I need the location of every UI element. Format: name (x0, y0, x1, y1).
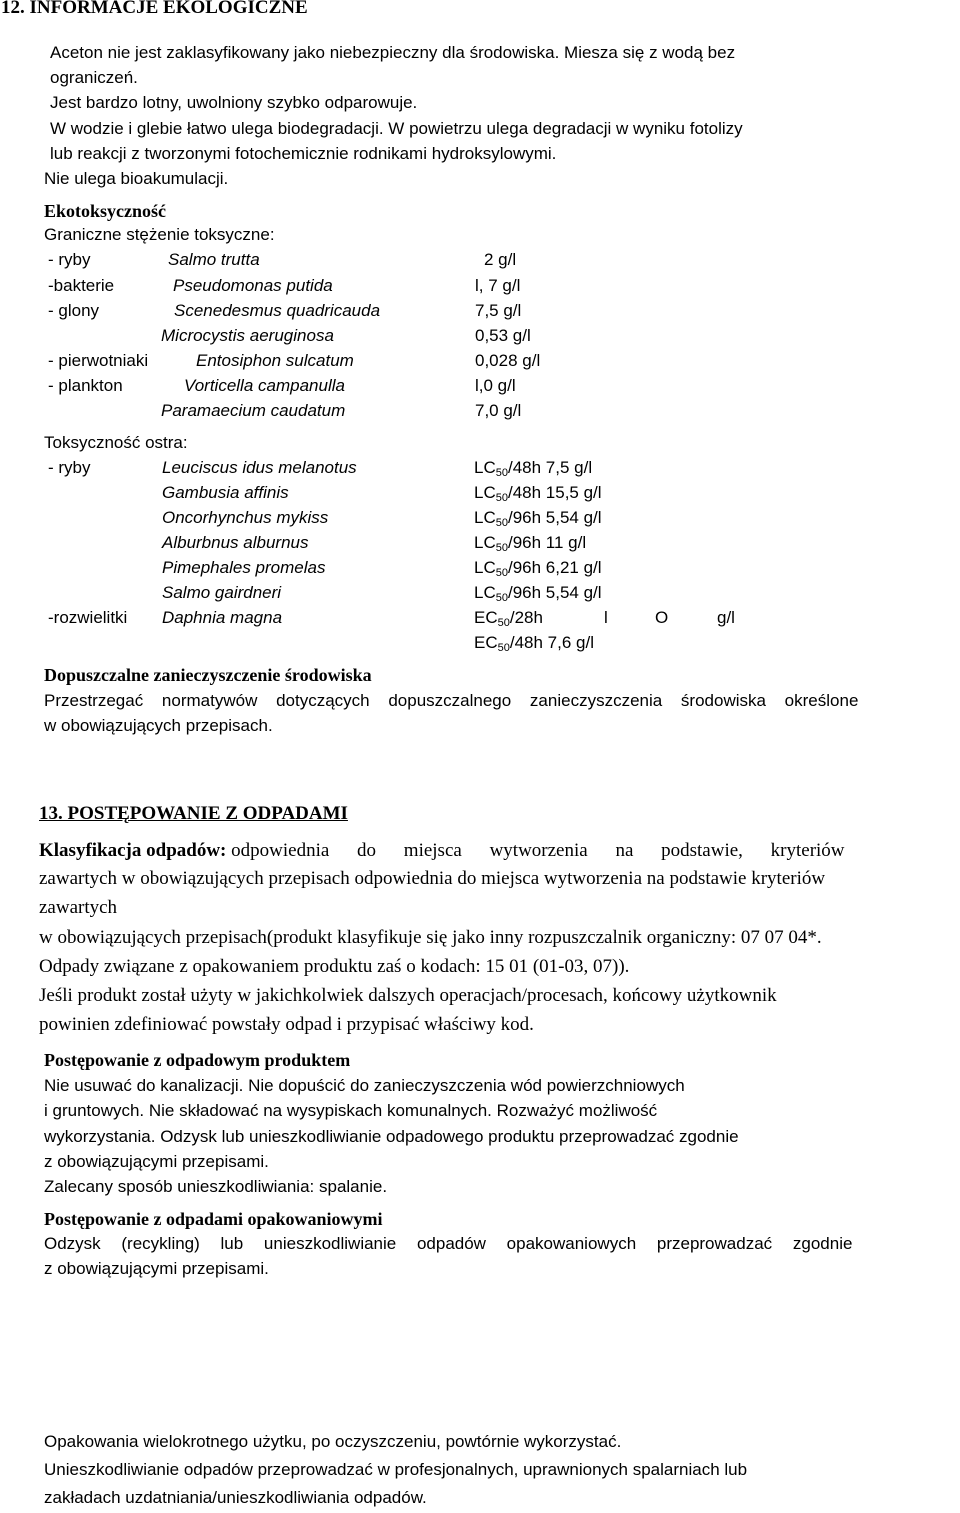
limit-group: - pierwotniaki (48, 351, 149, 370)
product-line: Nie usuwać do kanalizacji. Nie dopuścić do zanieczyszczenia wód powierzchniowych (44, 1076, 685, 1095)
limit-species: Vorticella campanulla (184, 376, 345, 395)
acute-species: Gambusia affinis (162, 483, 289, 502)
limit-species: Scenedesmus quadricauda (174, 301, 381, 320)
footer-line: zakładach uzdatniania/unieszkodliwiania odpadów. (44, 1488, 427, 1507)
limit-value: l,0 g/l (475, 376, 516, 395)
footer-line: Opakowania wielokrotnego użytku, po oczyszczeniu, powtórnie wykorzystać. (44, 1432, 622, 1451)
section-13-title: 13. POSTĘPOWANIE Z ODPADAMI (39, 803, 348, 824)
acute-group: - ryby (48, 458, 91, 477)
limit-group: - glony (48, 301, 100, 320)
product-line: z obowiązującymi przepisami. (44, 1152, 269, 1171)
product-heading: Postępowanie z odpadowym produktem (44, 1050, 351, 1070)
ecotox-heading: Ekotoksyczność (44, 201, 167, 221)
acute-species: Pimephales promelas (162, 558, 326, 577)
limit-species: Microcystis aeruginosa (161, 326, 334, 345)
acute-value: $LC_{50}/96h$ 11 g/l (474, 533, 587, 554)
classification-line-5: Odpady związane z opakowaniem produktu zaś o kodach: 15 01 (01-03, 07)). (39, 956, 630, 977)
enduser-line-2: powinien zdefiniować powstały odpad i przypisać właściwy kod. (39, 1014, 534, 1035)
limit-value: l, 7 g/l (475, 276, 521, 295)
acute-species: Leuciscus idus melanotus (162, 458, 357, 477)
limit-species: Salmo trutta (168, 250, 260, 269)
acute-value: $LC_{50}/48h$ 7,5 g/l (474, 458, 593, 479)
acute-value: $EC_{50}/28h$ (474, 608, 543, 629)
intro-line-4: W wodzie i glebie łatwo ulega biodegradacji. W powietrzu ulega degradacji w wyniku fotolizy (50, 119, 743, 138)
section-12-title: 12. INFORMACJE EKOLOGICZNE (1, 0, 308, 18)
limit-value: 0,53 g/l (475, 326, 531, 345)
limit-value: 0,028 g/l (475, 351, 541, 370)
intro-line-1: Aceton nie jest zaklasyfikowany jako niebezpieczny dla środowiska. Miesza się z wodą bez (50, 43, 736, 62)
pollution-text-line-1 (44, 688, 956, 713)
acute-species: Alburbnus alburnus (162, 533, 309, 552)
limit-value: 7,0 g/l (475, 401, 522, 420)
limit-value: 2 g/l (484, 250, 517, 269)
acute-heading: Toksyczność ostra: (44, 433, 188, 452)
limit-group: -bakterie (48, 276, 115, 295)
intro-line-6: Nie ulega bioakumulacji. (44, 169, 229, 188)
packaging-heading: Postępowanie z odpadami opakowaniowymi (44, 1209, 383, 1229)
acute-value: $LC_{50}/96h$ 5,54 g/l (474, 583, 602, 604)
intro-line-3: Jest bardzo lotny, uwolniony szybko odparowuje. (50, 93, 418, 112)
acute-value: $LC_{50}/96h$ 5,54 g/l (474, 508, 602, 529)
product-line: wykorzystania. Odzysk lub unieszkodliwianie odpadowego produktu przeprowadzać zgodnie (44, 1127, 739, 1146)
acute-group: -rozwielitki (48, 608, 128, 627)
acute-value-extra: l (604, 608, 608, 627)
classification-line-1: Klasyfikacja odpadów: odpowiednia do miejsca wytworzenia na podstawie, kryteriów (39, 840, 845, 861)
packaging-line-1: Odzysk (recykling) lub unieszkodliwianie odpadów opakowaniowych przeprowadzać zgodnie (44, 1234, 853, 1253)
footer-line: Unieszkodliwianie odpadów przeprowadzać w profesjonalnych, uprawnionych spalarniach lub (44, 1460, 748, 1479)
classification-line-4: w obowiązujących przepisach(produkt klasyfikuje się jako inny rozpuszczalnik organiczny: 07 07 04*. (39, 927, 822, 948)
acute-value: $LC_{50}/96h$ 6,21 g/l (474, 558, 602, 579)
pollution-text-line-2: w obowiązujących przepisach. (44, 716, 273, 735)
product-line: Zalecany sposób unieszkodliwiania: spalanie. (44, 1177, 388, 1196)
acute-value-extra: O (655, 608, 669, 627)
acute-value: $LC_{50}/48h$ 15,5 g/l (474, 483, 602, 504)
acute-species: Daphnia magna (162, 608, 283, 627)
intro-line-5: lub reakcji z tworzonymi fotochemicznie rodnikami hydroksylowymi. (50, 144, 557, 163)
acute-value-extra: g/l (717, 608, 735, 627)
limit-group: - ryby (48, 250, 91, 269)
pollution-heading: Dopuszczalne zanieczyszczenie środowiska (44, 665, 372, 685)
classification-line-3: zawartych (39, 897, 118, 918)
limit-group: - plankton (48, 376, 123, 395)
limit-species: Pseudomonas putida (173, 276, 333, 295)
intro-line-2: ograniczeń. (50, 68, 138, 87)
limit-heading: Graniczne stężenie toksyczne: (44, 225, 275, 244)
classification-label: Klasyfikacja odpadów: (39, 840, 227, 861)
acute-species: Oncorhynchus mykiss (162, 508, 329, 527)
classification-line-2: zawartych w obowiązujących przepisach odpowiednia do miejsca wytworzenia na podstawie kryteriów (39, 868, 826, 889)
product-line: i gruntowych. Nie składować na wysypiskach komunalnych. Rozważyć możliwość (44, 1101, 658, 1120)
enduser-line-1: Jeśli produkt został użyty w jakichkolwiek dalszych operacjach/procesach, końcowy użytkownik (39, 985, 777, 1006)
limit-species: Paramaecium caudatum (161, 401, 346, 420)
pollution-text: Przestrzegać normatywów dotyczących dopuszczalnego zanieczyszczenia środowiska określone (44, 691, 859, 710)
limit-value: 7,5 g/l (475, 301, 522, 320)
acute-species: Salmo gairdneri (162, 583, 282, 602)
acute-value: $EC_{50}/48h$ 7,6 g/l (474, 633, 594, 654)
packaging-line-2: z obowiązującymi przepisami. (44, 1259, 269, 1278)
limit-species: Entosiphon sulcatum (196, 351, 354, 370)
